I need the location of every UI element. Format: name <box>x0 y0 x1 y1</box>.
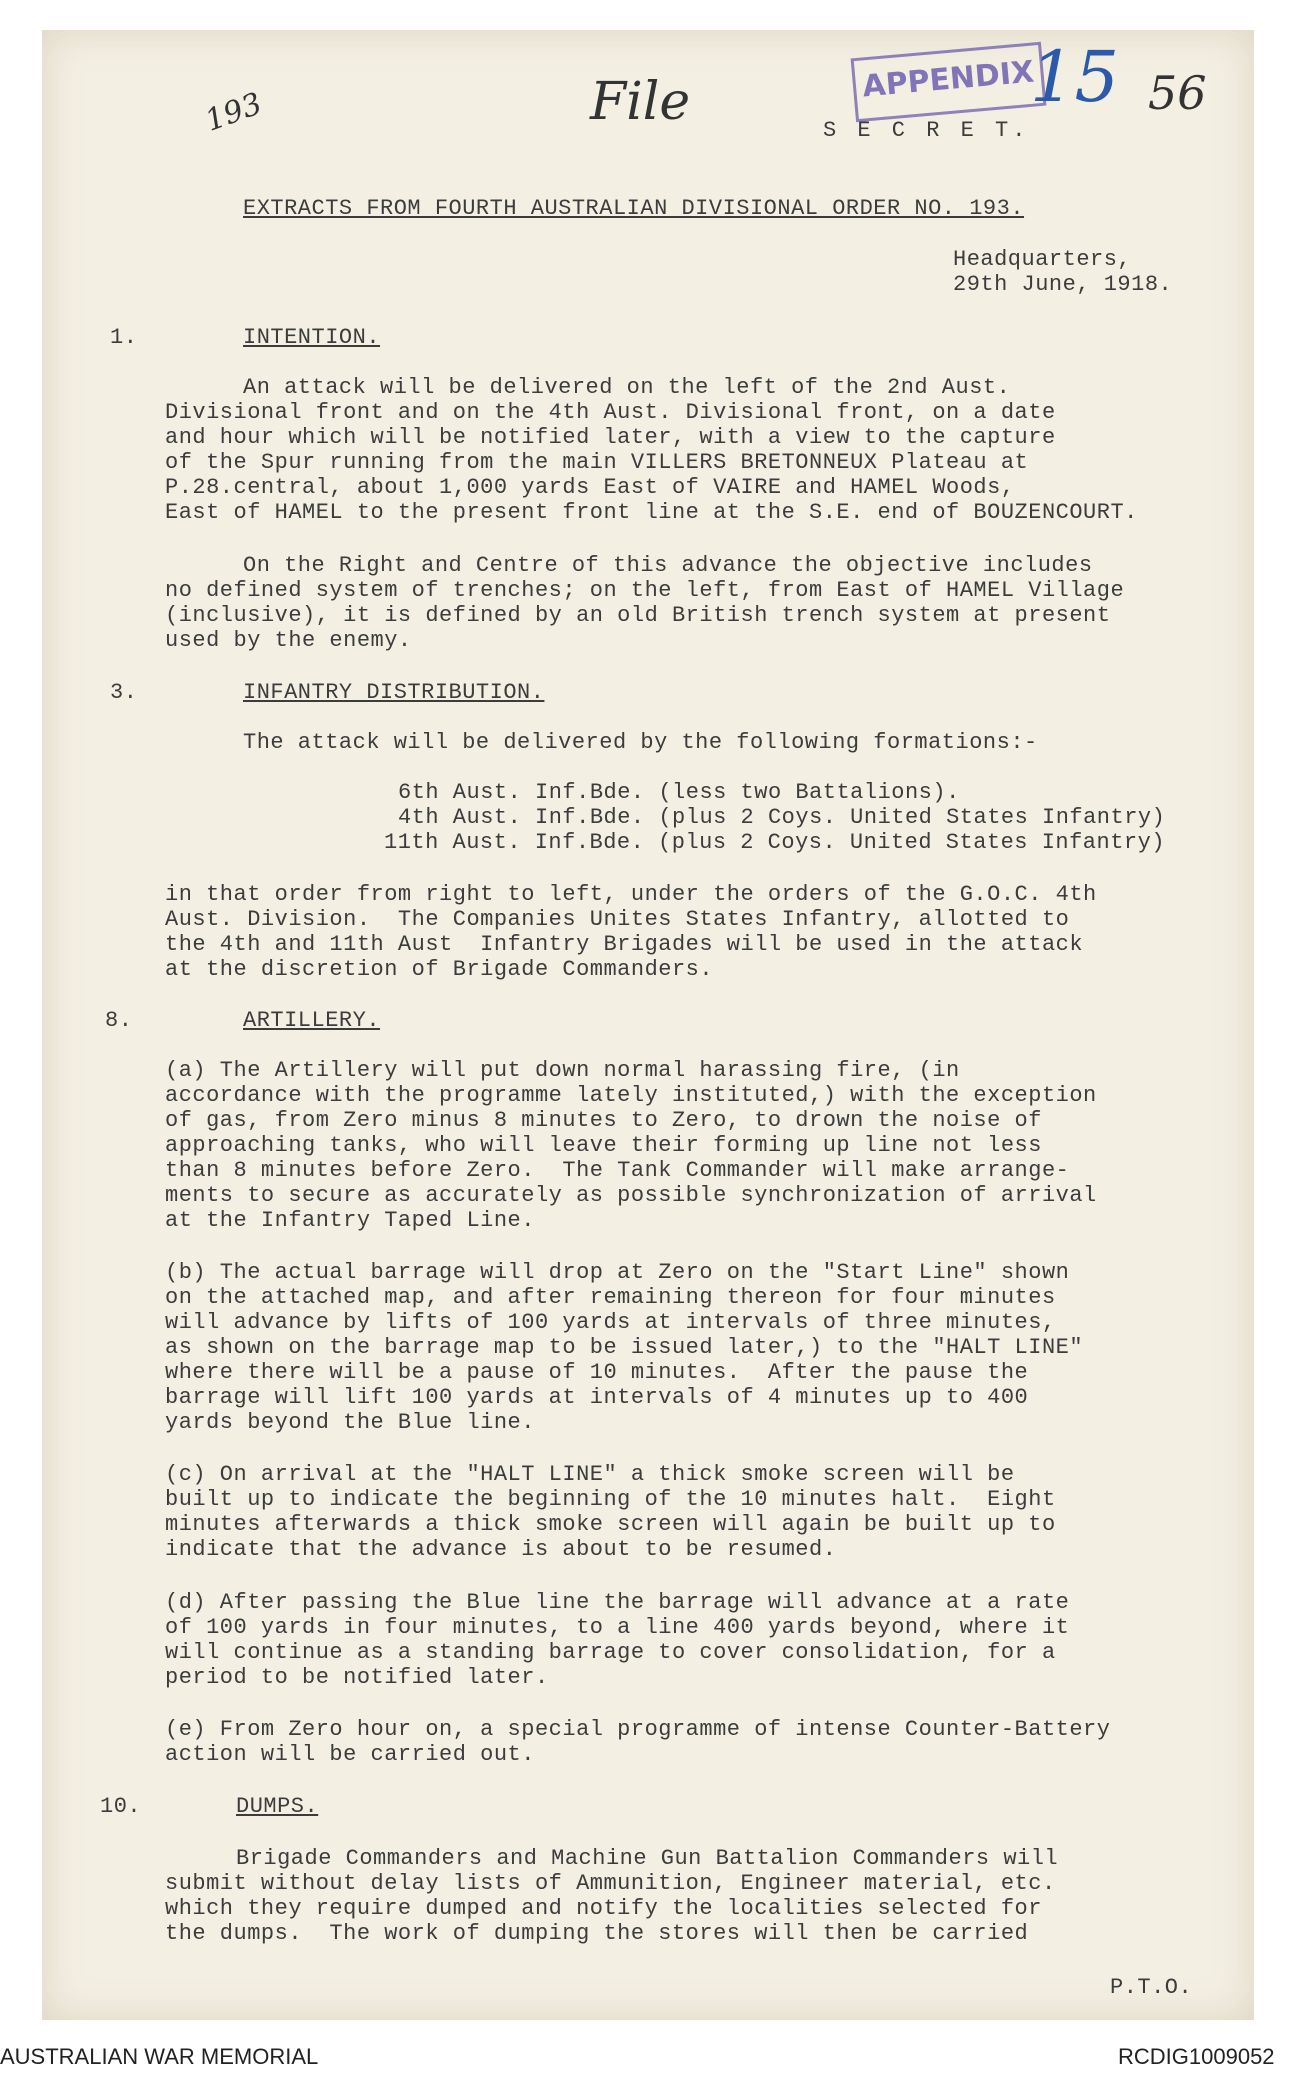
pto-note: P.T.O. <box>1110 1975 1193 2000</box>
text-line: (inclusive), it is defined by an old British trench system at present <box>165 603 1111 628</box>
text-line: which they require dumped and notify the localities selected for <box>165 1896 1042 1921</box>
section-number: 3. <box>110 680 138 705</box>
page-number: 56 <box>1148 66 1207 120</box>
appendix-number: 15 <box>1030 36 1120 118</box>
section-heading: INTENTION. <box>243 325 381 350</box>
text-line: An attack will be delivered on the left of the 2nd Aust. <box>243 375 1011 400</box>
text-line: the 4th and 11th Aust Infantry Brigades will be used in the attack <box>165 932 1084 957</box>
text-line: at the discretion of Brigade Commanders. <box>165 957 714 982</box>
text-line: where there will be a pause of 10 minutes. After the pause the <box>165 1360 1029 1385</box>
formation-line: 4th Aust. Inf.Bde. (plus 2 Coys. United States Infantry) <box>398 805 1166 830</box>
section-number: 8. <box>105 1008 133 1033</box>
text-line: in that order from right to left, under the orders of the G.O.C. 4th <box>165 882 1097 907</box>
text-line: submit without delay lists of Ammunition, Engineer material, etc. <box>165 1871 1056 1896</box>
text-line: the dumps. The work of dumping the stores will then be carried <box>165 1921 1029 1946</box>
footer-right: RCDIG1009052 <box>1118 2044 1275 2069</box>
text-line: ments to secure as accurately as possible synchronization of arrival <box>165 1183 1097 1208</box>
text-line: (b) The actual barrage will drop at Zero on the "Start Line" shown <box>165 1260 1070 1285</box>
text-line: Brigade Commanders and Machine Gun Battalion Commanders will <box>236 1846 1059 1871</box>
text-line: no defined system of trenches; on the left, from East of HAMEL Village <box>165 578 1125 603</box>
section-heading: INFANTRY DISTRIBUTION. <box>243 680 545 705</box>
text-line: and hour which will be notified later, with a view to the capture <box>165 425 1056 450</box>
appendix-stamp: APPENDIX <box>851 42 1047 122</box>
text-line: yards beyond the Blue line. <box>165 1410 535 1435</box>
text-line: will advance by lifts of 100 yards at intervals of three minutes, <box>165 1310 1056 1335</box>
text-line: will continue as a standing barrage to cover consolidation, for a <box>165 1640 1056 1665</box>
text-line: P.28.central, about 1,000 yards East of VAIRE and HAMEL Woods, <box>165 475 1015 500</box>
text-line: indicate that the advance is about to be resumed. <box>165 1537 837 1562</box>
text-line: barrage will lift 100 yards at intervals of 4 minutes up to 400 <box>165 1385 1029 1410</box>
text-line: than 8 minutes before Zero. The Tank Commander will make arrange- <box>165 1158 1070 1183</box>
footer-left: AUSTRALIAN WAR MEMORIAL <box>0 2044 319 2069</box>
text-line: accordance with the programme lately instituted,) with the exception <box>165 1083 1097 1108</box>
text-line: period to be notified later. <box>165 1665 549 1690</box>
page-mark: 193 <box>200 86 267 139</box>
text-line: (e) From Zero hour on, a special programme of intense Counter-Battery <box>165 1717 1111 1742</box>
text-line: On the Right and Centre of this advance the objective includes <box>243 553 1093 578</box>
text-line: as shown on the barrage map to be issued later,) to the "HALT LINE" <box>165 1335 1084 1360</box>
text-line: used by the enemy. <box>165 628 412 653</box>
text-line: (a) The Artillery will put down normal harassing fire, (in <box>165 1058 960 1083</box>
text-line: minutes afterwards a thick smoke screen will again be built up to <box>165 1512 1056 1537</box>
text-line: The attack will be delivered by the following formations:- <box>243 730 1038 755</box>
formation-line: 6th Aust. Inf.Bde. (less two Battalions). <box>398 780 960 805</box>
text-line: Divisional front and on the 4th Aust. Divisional front, on a date <box>165 400 1056 425</box>
section-number: 10. <box>100 1794 142 1819</box>
section-number: 1. <box>110 325 138 350</box>
text-line: action will be carried out. <box>165 1742 535 1767</box>
text-line: East of HAMEL to the present front line at the S.E. end of BOUZENCOURT. <box>165 500 1138 525</box>
text-line: (d) After passing the Blue line the barrage will advance at a rate <box>165 1590 1070 1615</box>
text-line: built up to indicate the beginning of the 10 minutes halt. Eight <box>165 1487 1056 1512</box>
text-line: at the Infantry Taped Line. <box>165 1208 535 1233</box>
header-location: Headquarters, <box>953 247 1132 272</box>
section-heading: DUMPS. <box>236 1794 319 1819</box>
text-line: Aust. Division. The Companies Unites States Infantry, allotted to <box>165 907 1070 932</box>
text-line: of gas, from Zero minus 8 minutes to Zero, to drown the noise of <box>165 1108 1042 1133</box>
header-date: 29th June, 1918. <box>953 272 1173 297</box>
file-note: File <box>590 72 691 132</box>
classification: S E C R E T. <box>823 118 1030 143</box>
text-line: of the Spur running from the main VILLERS BRETONNEUX Plateau at <box>165 450 1029 475</box>
text-line: of 100 yards in four minutes, to a line 400 yards beyond, where it <box>165 1615 1070 1640</box>
formation-line: 11th Aust. Inf.Bde. (plus 2 Coys. United States Infantry) <box>384 830 1166 855</box>
text-line: (c) On arrival at the "HALT LINE" a thick smoke screen will be <box>165 1462 1015 1487</box>
section-heading: ARTILLERY. <box>243 1008 381 1033</box>
document-title: EXTRACTS FROM FOURTH AUSTRALIAN DIVISIONAL ORDER NO. 193. <box>243 196 1025 221</box>
text-line: on the attached map, and after remaining thereon for four minutes <box>165 1285 1056 1310</box>
text-line: approaching tanks, who will leave their forming up line not less <box>165 1133 1042 1158</box>
